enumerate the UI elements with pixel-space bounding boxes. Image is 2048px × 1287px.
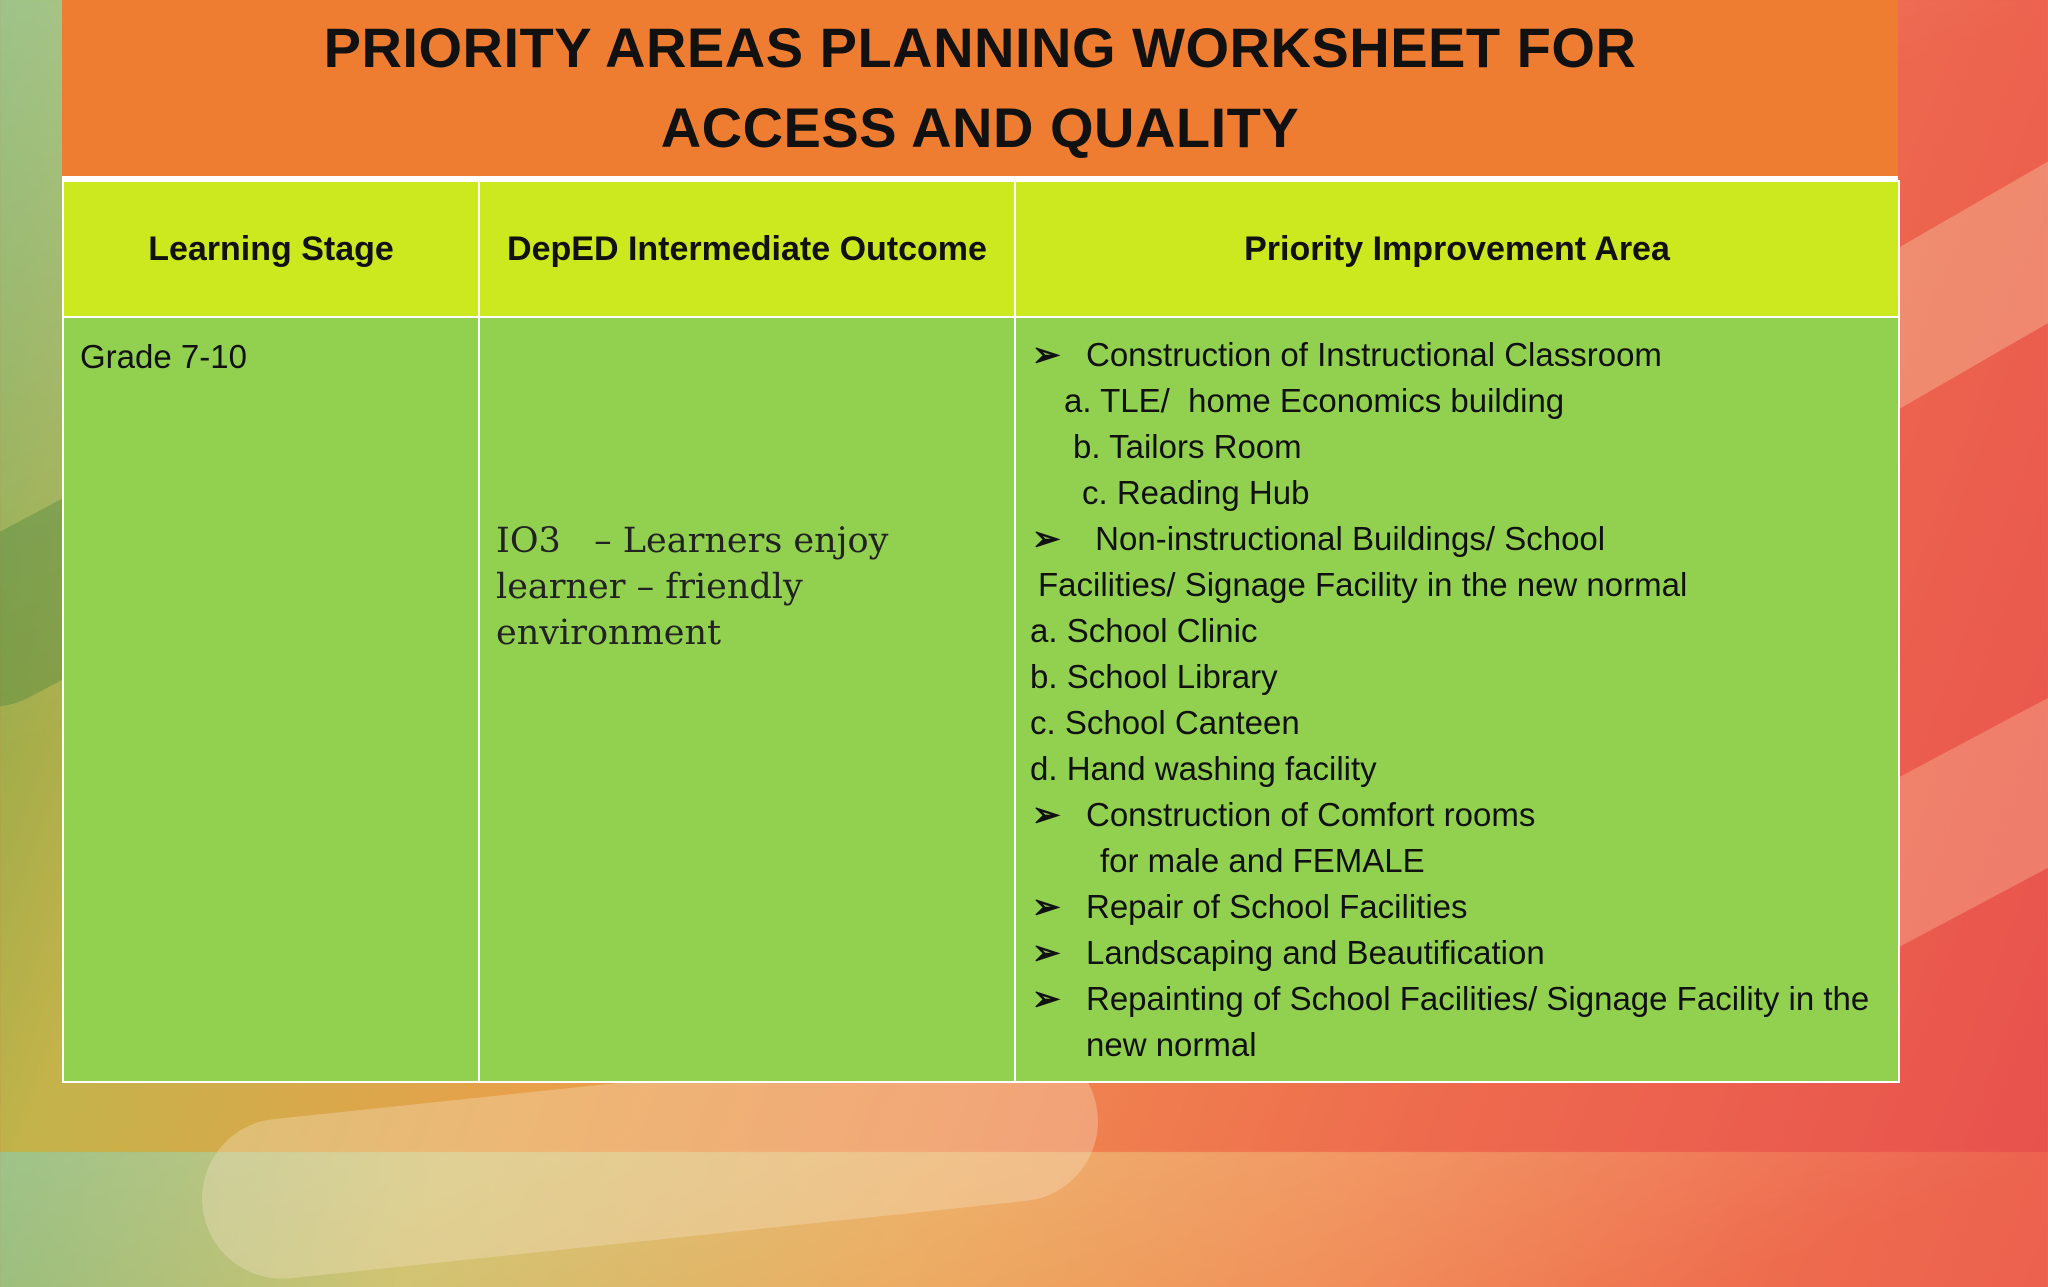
intermediate-outcome-value: IO3 – Learners enjoy learner – friendly environment	[496, 521, 900, 653]
arrow-bullet-icon: ➢	[1032, 934, 1061, 972]
title-line-2: ACCESS AND QUALITY	[660, 96, 1300, 159]
table-row	[63, 317, 1899, 1082]
priority-area-list	[1016, 318, 1898, 1068]
list-item: c. School Canteen	[1030, 704, 1300, 741]
arrow-bullet-icon: ➢	[1032, 888, 1061, 926]
arrow-bullet-icon: ➢	[1032, 520, 1061, 558]
list-item: ➢ Non-instructional Buildings/ School	[1030, 516, 1888, 562]
cell-learning-stage	[63, 317, 479, 1082]
list-item: c. Reading Hub	[1082, 474, 1310, 511]
slide-title	[324, 8, 1637, 168]
list-item: Facilities/ Signage Facility in the new normal	[1038, 566, 1688, 603]
worksheet-slide	[62, 0, 1898, 1083]
list-item: a. TLE/ home Economics building	[1064, 382, 1565, 419]
arrow-bullet-icon: ➢	[1032, 980, 1061, 1018]
header-row	[63, 181, 1899, 317]
title-line-1: PRIORITY AREAS PLANNING WORKSHEET FOR	[323, 16, 1637, 79]
planning-table	[62, 180, 1900, 1083]
list-item: d. Hand washing facility	[1030, 750, 1377, 787]
list-item: a. School Clinic	[1030, 612, 1258, 649]
list-item: b. School Library	[1030, 658, 1278, 695]
list-item: ➢ Landscaping and Beautification	[1030, 930, 1888, 976]
list-item: ➢ Repair of School Facilities	[1030, 884, 1888, 930]
arrow-bullet-icon: ➢	[1032, 336, 1061, 374]
arrow-bullet-icon: ➢	[1032, 796, 1061, 834]
header-learning-stage: Learning Stage	[63, 181, 479, 317]
header-intermediate-outcome: DepED Intermediate Outcome	[479, 181, 1015, 317]
header-priority-area: Priority Improvement Area	[1015, 181, 1899, 317]
list-item: ➢ Construction of Instructional Classroom	[1030, 332, 1888, 378]
list-item: b. Tailors Room	[1073, 428, 1302, 465]
list-item: for male and FEMALE	[1100, 842, 1425, 879]
learning-stage-value: Grade 7-10	[80, 338, 247, 375]
cell-intermediate-outcome	[479, 317, 1015, 1082]
list-item: ➢ Repainting of School Facilities/ Signage Facility in the new normal	[1030, 976, 1888, 1068]
cell-priority-areas	[1015, 317, 1899, 1082]
list-item: ➢ Construction of Comfort rooms	[1030, 792, 1888, 838]
title-bar	[62, 0, 1898, 176]
